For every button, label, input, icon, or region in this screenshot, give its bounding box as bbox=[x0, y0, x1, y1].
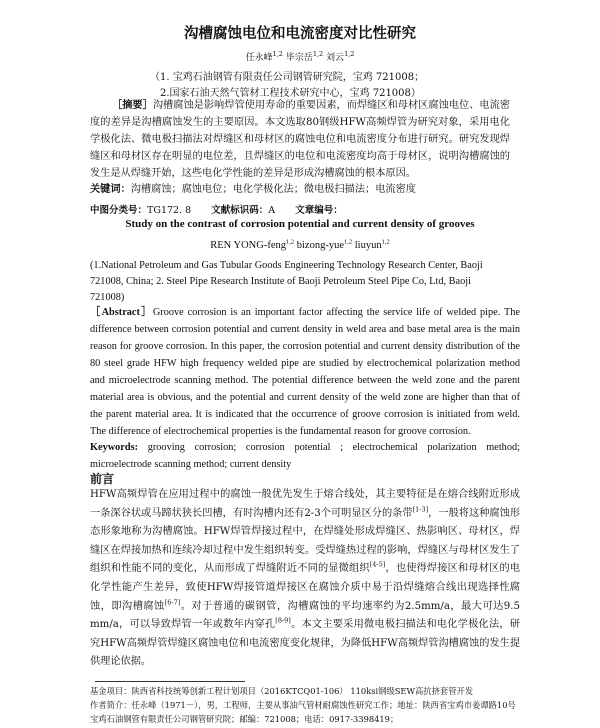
classification-line bbox=[90, 202, 510, 216]
citation-1: [1-3] bbox=[412, 505, 429, 514]
abstract-cn-text: 沟槽腐蚀是影响焊管使用寿命的重要因素，而焊缝区和母材区腐蚀电位、电流密度的差异是沟槽腐蚀发生的主要原因。本文选取80钢级HFW高频焊管为研究对象，采用电化学极化法、微电极扫描法对焊缝区和母材区的腐蚀电位和电流密度分布进行研究。研究发现焊缝区和母材区存在明显的电位差，且焊缝区的电位和电流密度均高于母材区，说明沟槽腐蚀的发生是从焊缝开始，这些电化学性能的差异是形成沟槽腐蚀的根本原因。 bbox=[90, 100, 511, 179]
clc-value: TG172. 8 bbox=[147, 205, 192, 216]
author-en-1: REN YONG-feng bbox=[210, 240, 286, 251]
clc-label: 中图分类号： bbox=[90, 205, 148, 216]
author-cn-1-sup: 1,2 bbox=[272, 50, 283, 58]
author-cn-3-sup: 1,2 bbox=[344, 50, 355, 58]
affiliation-en-3: 721008) bbox=[90, 292, 125, 303]
body-text-c: ，也使得焊接区和母材区的电化学性能产生差异，致使HFW焊接管道焊接区在腐蚀介质中易于沿焊缝熔合线出现选择性腐蚀，即沟槽腐蚀 bbox=[90, 563, 521, 612]
abstract-cn-label: ［摘要］ bbox=[112, 99, 153, 111]
abstract-en-text: Groove corrosion is an important factor affecting the service life of welded pipe. The difference between corrosion potential and current density in weld area and base metal area is the main reason for groove corrosion. In this paper, the corrosion potential and current density distribution of the 80 steel grade HFW high frequency welded pipe are studied by electrochemical polarization method and microelectrode scanning method. The potential difference between the weld zone and the parent material area is obvious, and the potential and current density of the weld zone are higher than that of the parent material area. It is indicated that the occurrence of groove corrosion is initiated from weld. The difference of electrochemical properties is the fundamental reason for groove corrosion. bbox=[90, 307, 520, 437]
keywords-en bbox=[90, 439, 520, 473]
abstract-cn bbox=[90, 97, 510, 182]
citation-4: [8-9] bbox=[275, 616, 291, 625]
preface-heading: 前言 bbox=[90, 472, 115, 486]
abstract-en-label: ［Abstract］ bbox=[90, 307, 153, 318]
doc-code-label: 文献标识码： bbox=[211, 205, 269, 216]
keywords-cn bbox=[90, 181, 510, 198]
author-en-2: bizong-yue bbox=[296, 240, 344, 251]
affiliation-cn-1: （1. 宝鸡石油钢管有限责任公司钢管研究院，宝鸡 721008； bbox=[150, 72, 425, 83]
keywords-cn-label: 关键词： bbox=[90, 183, 131, 195]
article-no-label: 文章编号： bbox=[295, 205, 343, 216]
citation-3: [6-7] bbox=[164, 598, 181, 607]
footnote-rule bbox=[95, 681, 245, 682]
body-text-d: 。对于普通的碳钢管，沟槽腐蚀的平均速率约为2.5mm/a，最大可达9.5 mm/a，可以导致焊管一年或数年内穿孔 bbox=[90, 600, 520, 631]
footnote-author-bio: 作者简介：任永峰（1971－），男，工程师，主要从事油气管材耐腐蚀性研究工作；地址：陕西省宝鸡市姜谭路10号宝鸡石油钢管有限责任公司钢管研究院；邮编：721008；电话：0917-3398419； bbox=[90, 700, 516, 724]
author-en-1-sup: 1,2 bbox=[286, 238, 295, 246]
title-en: Study on the contrast of corrosion potential and current density of grooves bbox=[125, 218, 475, 230]
abstract-en bbox=[90, 304, 520, 440]
keywords-en-text: grooving corrosion; corrosion potential ; electrochemical polarization method; microelectrode scanning method; current density bbox=[90, 442, 520, 470]
body-text-e: 。本文主要采用微电极扫描法和电化学极化法，研究HFW高频焊管焊缝区腐蚀电位和电流密度变化规律，为降低HFW高频焊管沟槽腐蚀的发生提供理论依据。 bbox=[90, 619, 520, 668]
author-cn-1: 任永峰 bbox=[245, 53, 273, 63]
author-cn-3: 刘云 bbox=[326, 53, 345, 63]
affiliation-en-1: (1.National Petroleum and Gas Tubular Goods Engineering Technology Research Center, Baoji bbox=[90, 260, 483, 271]
body-text-a: HFW高频焊管在应用过程中的腐蚀一般优先发生于熔合线处，其主要特征是在熔合线附近形成一条深谷状或马蹄状狭长凹槽，有时沟槽内还有2-3个可明显区分的条带 bbox=[90, 489, 520, 519]
title-cn: 沟槽腐蚀电位和电流密度对比性研究 bbox=[184, 25, 416, 42]
body-paragraph bbox=[90, 486, 520, 672]
affiliation-cn-2: 2.国家石油天然气管材工程技术研究中心，宝鸡 721008） bbox=[160, 88, 421, 99]
keywords-en-label: Keywords: bbox=[90, 442, 139, 453]
footnote-funding: 基金项目：陕西省科技统筹创新工程计划项目（2016KTCQ01-106） 110ksi钢级SEW高抗挤套管开发 bbox=[90, 686, 474, 696]
author-cn-2-sup: 1,2 bbox=[312, 50, 324, 58]
keywords-cn-text: 沟槽腐蚀；腐蚀电位；电化学极化法；微电极扫描法；电流密度 bbox=[130, 184, 416, 195]
body-text-b: ，一般将这种腐蚀形态形象地称为沟槽腐蚀。HFW焊管焊接过程中，在焊缝处形成焊缝区、热影响区、母材区，焊缝区在焊接加热和连续冷却过程中发生组织转变。受焊缝热过程的影响，焊缝区与母材区发生了组织和性能不同的变化，从而形成了焊缝附近不同的显微组织 bbox=[90, 507, 521, 575]
author-en-3: liuyun bbox=[354, 240, 382, 251]
author-en-2-sup: 1,2 bbox=[344, 238, 353, 246]
authors-cn bbox=[0, 50, 600, 63]
authors-en bbox=[0, 240, 600, 251]
doc-code-value: A bbox=[268, 205, 276, 216]
citation-2: [4-5] bbox=[369, 560, 386, 569]
affiliation-en-2: 721008, China; 2. Steel Pipe Research Institute of Baoji Petroleum Steel Pipe Co, Ltd, Baoji bbox=[90, 276, 471, 287]
author-cn-2: 毕宗岳 bbox=[285, 53, 313, 63]
author-en-3-sup: 1,2 bbox=[381, 238, 390, 246]
